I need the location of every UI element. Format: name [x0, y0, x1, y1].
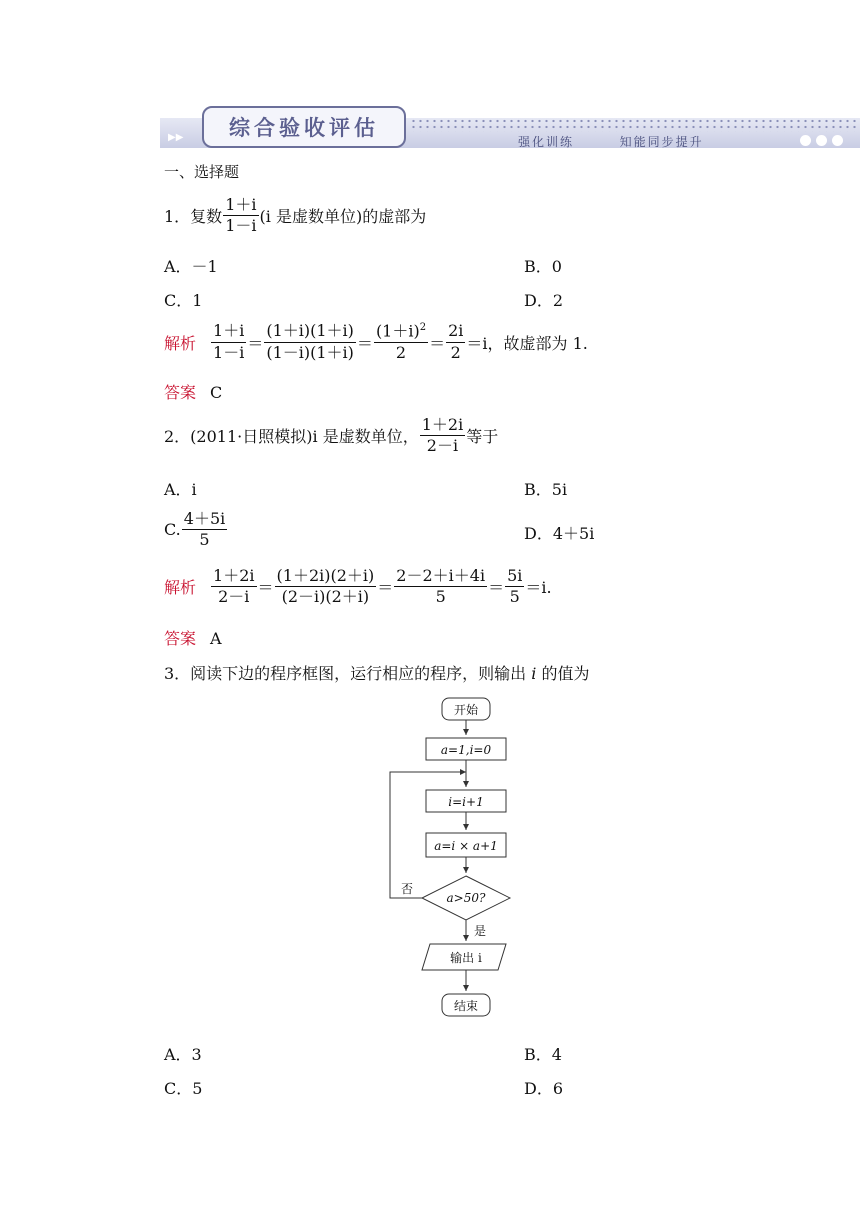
- q2-sol-frac-4: [505, 567, 524, 607]
- q1-frac-num: 1＋i: [223, 196, 258, 216]
- q1-frac-den: 1－i: [225, 216, 257, 236]
- q1-option-c: C．1: [164, 291, 203, 310]
- question-2-stem: [164, 416, 498, 456]
- section-title: 一、选择题: [164, 163, 240, 181]
- q2-sol-eq-1: ＝: [257, 578, 274, 598]
- q2-suffix: 等于: [466, 427, 499, 447]
- q2-sol-f1-num: 1＋2i: [211, 567, 256, 587]
- q2-option-c-den: 5: [199, 530, 210, 550]
- q1-suffix: (i 是虚数单位)的虚部为: [259, 207, 427, 227]
- q3-stem-b: 的值为: [536, 664, 590, 683]
- q1-sol-f1-num: 1＋i: [211, 322, 246, 342]
- q2-solution-label: 解析: [164, 578, 197, 598]
- q1-answer-label: 答案: [164, 383, 197, 402]
- q2-option-c-prefix: C.: [164, 520, 181, 540]
- q1-sol-frac-2: [264, 322, 356, 362]
- q2-frac-den: 2－i: [426, 436, 459, 456]
- flowchart-loop-line: [390, 772, 466, 898]
- q2-sol-frac-3: [394, 567, 487, 607]
- header-banner: [160, 106, 860, 150]
- q2-source: 日照模拟: [242, 427, 307, 447]
- q1-fraction: [223, 196, 258, 236]
- q2-sol-f4-num: 5i: [505, 567, 524, 587]
- flowchart: [380, 692, 530, 1022]
- q1-sol-f3-num-wrap: [374, 322, 428, 343]
- q2-mid: )i 是虚数单位，: [306, 427, 419, 447]
- q2-option-c-num: 4＋5i: [182, 510, 227, 530]
- flowchart-step1-label: i=i+1: [448, 795, 484, 809]
- q1-answer: [164, 380, 222, 403]
- q1-sol-eq-3: ＝: [429, 333, 446, 353]
- double-arrow-icon: ▶▶: [168, 132, 184, 143]
- q1-sol-f3-num: (1＋i): [375, 321, 420, 341]
- q1-sol-f1-den: 1－i: [213, 342, 245, 362]
- q2-option-a: A．i: [164, 480, 197, 499]
- q2-frac-num: 1＋2i: [420, 416, 465, 436]
- flowchart-step2-label: a=i × a+1: [434, 839, 498, 853]
- q1-sol-eq-2: ＝: [356, 333, 373, 353]
- q2-sol-f3-den: 5: [435, 587, 446, 607]
- flowchart-yes-label: 是: [473, 924, 487, 938]
- q2-option-d: D．4＋5i: [524, 524, 595, 543]
- q2-prefix: 2．(2011·: [164, 427, 243, 447]
- q2-sol-eq-2: ＝: [377, 578, 394, 598]
- q3-stem-a: 3．阅读下边的程序框图，运行相应的程序，则输出: [164, 664, 532, 683]
- q2-option-b: B．5i: [524, 480, 568, 499]
- flowchart-start-label: 开始: [453, 703, 479, 717]
- q1-answer-value: C: [210, 383, 223, 402]
- q1-sol-f4-den: 2: [450, 342, 461, 362]
- banner-dots-icon: [800, 135, 843, 146]
- q1-sol-frac-4: [446, 322, 465, 362]
- q2-sol-f2-den: (2－i)(2＋i): [281, 587, 370, 607]
- q1-sol-tail: ＝i，故虚部为 1.: [466, 333, 588, 353]
- q2-sol-f4-den: 5: [509, 587, 520, 607]
- q3-option-d: D．6: [524, 1079, 564, 1098]
- q2-sol-f1-den: 2－i: [218, 587, 250, 607]
- q2-sol-f2-num: (1＋2i)(2＋i): [275, 567, 377, 587]
- q1-sol-eq-1: ＝: [247, 333, 264, 353]
- flowchart-no-label: 否: [400, 882, 414, 896]
- banner-dot-pattern: [410, 118, 860, 132]
- section-header-title: 综合验收评估: [202, 106, 406, 148]
- q3-option-c: C．5: [164, 1079, 203, 1098]
- q1-sol-f3-den: 2: [395, 342, 407, 362]
- question-1-stem: [164, 196, 426, 236]
- flowchart-condition-label: a>50?: [446, 891, 486, 905]
- q3-stem-var: i: [531, 664, 537, 683]
- q1-sol-f3-sup: 2: [419, 322, 427, 333]
- flowchart-end-label: 结束: [453, 999, 479, 1013]
- q2-fraction: [420, 416, 465, 456]
- q1-sol-frac-3: [374, 322, 428, 362]
- q2-sol-tail: ＝i.: [525, 578, 552, 598]
- q2-option-c: [164, 510, 228, 550]
- q2-sol-eq-3: ＝: [488, 578, 505, 598]
- q2-sol-frac-1: [211, 567, 256, 607]
- q1-option-a: A．－1: [164, 257, 218, 276]
- q3-option-a: A．3: [164, 1045, 202, 1064]
- q1-option-d: D．2: [524, 291, 564, 310]
- banner-subtitle: [518, 133, 704, 150]
- q3-option-b: B．4: [524, 1045, 562, 1064]
- banner-subtitle-right: 知能同步提升: [619, 135, 704, 149]
- q2-solution: [164, 567, 552, 607]
- q1-sol-f2-den: (1－i)(1＋i): [266, 342, 354, 362]
- q1-sol-f4-num: 2i: [446, 322, 465, 342]
- q2-sol-f3-num: 2－2＋i＋4i: [394, 567, 487, 587]
- banner-subtitle-left: 强化训练: [518, 135, 575, 149]
- q1-sol-frac-1: [211, 322, 246, 362]
- flowchart-init-label: a=1,i=0: [440, 743, 492, 757]
- q2-sol-frac-2: [275, 567, 377, 607]
- q2-answer-label: 答案: [164, 629, 197, 648]
- question-3-stem: [164, 661, 590, 684]
- q1-sol-f2-num: (1＋i)(1＋i): [264, 322, 356, 342]
- q1-solution-label: 解析: [164, 333, 197, 353]
- q1-prefix: 1．复数: [164, 207, 223, 227]
- q1-option-b: B．0: [524, 257, 562, 276]
- q2-option-c-frac: [182, 510, 227, 550]
- q2-answer: [164, 626, 222, 649]
- q1-solution: [164, 322, 588, 362]
- q2-answer-value: A: [210, 629, 222, 648]
- flowchart-output-label: 输出 i: [450, 951, 482, 965]
